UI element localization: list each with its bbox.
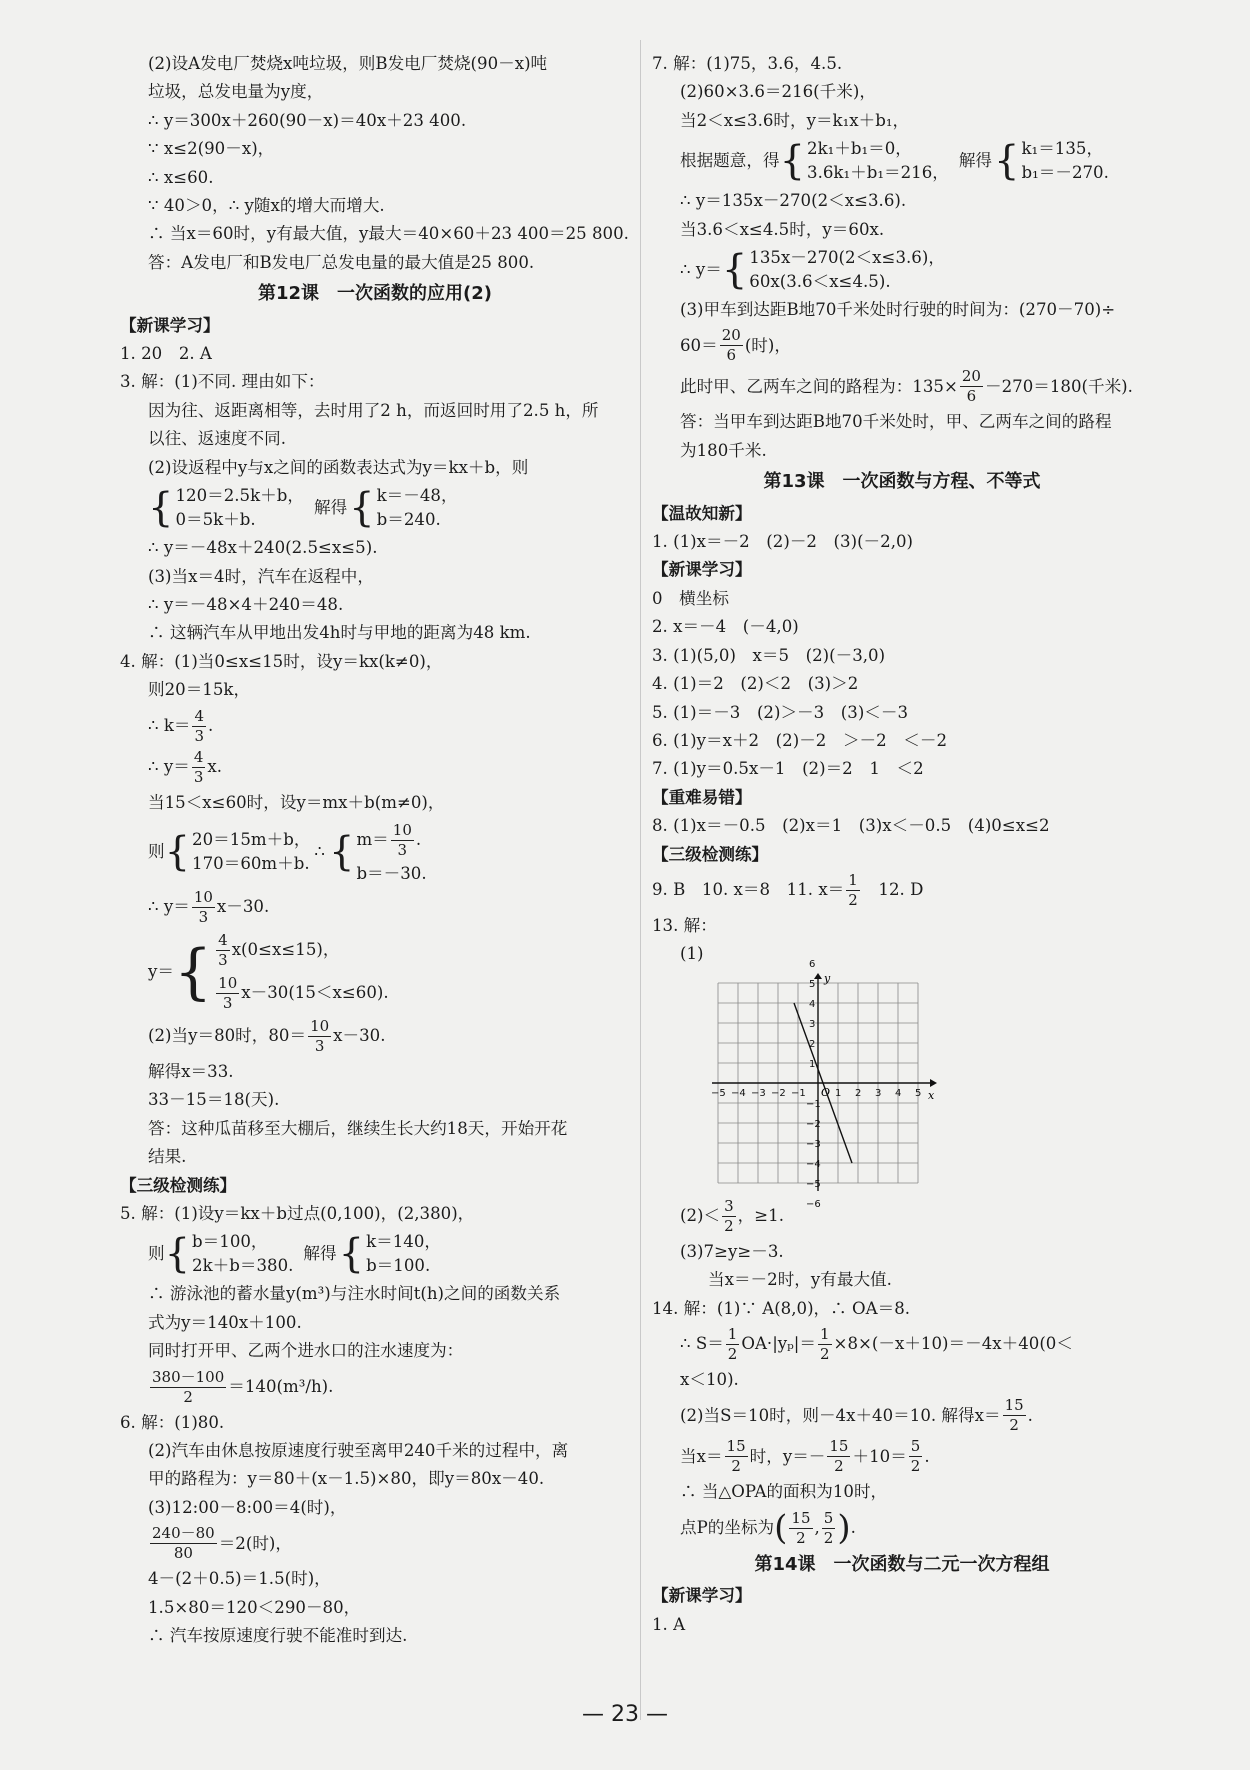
fraction: $\frac{240-80}{80}$ bbox=[152, 1524, 215, 1563]
formula-line bbox=[652, 1197, 1152, 1236]
formula-text: 当x＝ bbox=[680, 1446, 723, 1466]
formula-text: 9. B 10. x＝8 11. x＝ bbox=[652, 880, 845, 900]
text-line: 解得x＝33. bbox=[148, 1061, 234, 1081]
text-line: 当3.6＜x≤4.5时，y＝60x. bbox=[680, 219, 885, 239]
formula-text: ∴ y＝ bbox=[148, 897, 190, 917]
fraction: $\frac{10}{3}$ bbox=[310, 1016, 330, 1055]
right-column bbox=[652, 50, 1152, 1639]
fraction: $\frac{1}{2}$ bbox=[848, 870, 858, 909]
text-line: 因为往、返距离相等，去时用了2 h，而返回时用了2.5 h，所 bbox=[148, 400, 599, 420]
formula-text: y＝ bbox=[148, 961, 174, 981]
x-axis-label: x bbox=[928, 1088, 935, 1102]
y-tick-label: 6 bbox=[809, 958, 816, 970]
solve-label: 解得 bbox=[313, 497, 348, 517]
formula-text: 则 bbox=[148, 842, 165, 862]
formula-text: (2)当y＝80时，80＝ bbox=[148, 1026, 307, 1046]
formula-text: , bbox=[814, 1518, 820, 1538]
equation-system: 则 { 20＝15m＋b， 170＝60m＋b. ∴ { m＝ $\frac{10}{3}$ . b＝－30. bbox=[120, 819, 630, 886]
formula-line bbox=[120, 1368, 630, 1407]
left-column bbox=[120, 50, 630, 1650]
fraction: $\frac{1}{2}$ bbox=[820, 1324, 830, 1363]
text-line: ∴ 这辆汽车从甲地出发4h时与甲地的距离为48 km. bbox=[148, 623, 531, 643]
lesson-14-title: 第14课 一次函数与二元一次方程组 bbox=[754, 1553, 1050, 1575]
formula-line bbox=[652, 367, 1152, 406]
formula-text: 12. D bbox=[861, 880, 924, 900]
eq-row: 170＝60m＋b. bbox=[192, 854, 310, 874]
eq-row: $\frac{10}{3}$ x－30(15＜x≤60). bbox=[218, 973, 389, 1012]
formula-text: 根据题意，得 bbox=[680, 151, 780, 171]
text-line: ∴ x≤60. bbox=[148, 167, 214, 187]
text-line: ∴ 汽车按原速度行驶不能准时到达. bbox=[148, 1626, 408, 1646]
formula-line bbox=[652, 1437, 1152, 1476]
fraction: $\frac{15}{2}$ bbox=[791, 1508, 811, 1547]
formula-line bbox=[652, 1396, 1152, 1435]
text-line: x＜10). bbox=[680, 1369, 739, 1389]
text-line: (3)当x＝4时，汽车在返程中， bbox=[148, 566, 374, 586]
piecewise-function: ∴ y＝ { 135x－270(2＜x≤3.6)， 60x(3.6＜x≤4.5). bbox=[680, 247, 945, 294]
formula-text: OA·|yₚ|＝ bbox=[741, 1334, 816, 1354]
fraction: $\frac{10}{3}$ bbox=[193, 887, 213, 926]
formula-line bbox=[120, 888, 630, 927]
text-line: (2)汽车由休息按原速度行驶至离甲240千米的过程中，离 bbox=[148, 1441, 569, 1460]
fraction: $\frac{4}{3}$ bbox=[194, 706, 205, 745]
y-tick-label: 5 bbox=[809, 978, 816, 990]
text-line: ∴ 游泳池的蓄水量y(m³)与注水时间t(h)之间的函数关系 bbox=[148, 1284, 561, 1304]
question-6: 6. 解：(1)80. bbox=[120, 1412, 225, 1432]
answer-line: 3. (1)(5,0) x＝5 (2)(－3,0) bbox=[652, 645, 886, 665]
text-line: ∴ y＝－48×4＋240＝48. bbox=[148, 594, 344, 614]
formula-text: ∴ S＝ bbox=[680, 1334, 724, 1354]
fraction: $\frac{1}{2}$ bbox=[727, 1324, 738, 1363]
question-5: 5. 解：(1)设y＝kx＋b过点(0,100)，(2,380)， bbox=[120, 1203, 475, 1223]
formula-text: ∴ y＝ bbox=[148, 756, 190, 776]
y-tick-label: −2 bbox=[806, 1118, 821, 1130]
formula-text: 点P的坐标为 bbox=[680, 1518, 775, 1538]
formula-text: (2)当S＝10时，则－4x＋40＝10. 解得x＝ bbox=[680, 1405, 1001, 1425]
formula-text: ×8×(－x＋10)＝－4x＋40(0＜ bbox=[833, 1334, 1073, 1354]
formula-line bbox=[120, 748, 630, 787]
y-axis-label: y bbox=[824, 971, 831, 985]
text-line: (1) bbox=[680, 944, 704, 964]
origin-label: O bbox=[821, 1085, 831, 1099]
x-tick-label: −5 bbox=[711, 1087, 726, 1099]
x-tick-label: 2 bbox=[855, 1087, 862, 1099]
text-line: 同时打开甲、乙两个进水口的注水速度为： bbox=[148, 1341, 464, 1361]
formula-text: 60＝ bbox=[680, 335, 718, 355]
eq-row: b＝100. bbox=[366, 1256, 431, 1276]
answer-line: 2. x＝－4 (－4,0) bbox=[652, 617, 799, 637]
solve-label: 解得 bbox=[303, 1244, 337, 1264]
section-heading: 【温故知新】 bbox=[652, 503, 752, 523]
equation-system: 根据题意，得 { 2k₁＋b₁＝0， 3.6k₁＋b₁＝216， 解得 { k₁＝135， b₁＝－270. bbox=[680, 138, 1109, 185]
x-tick-label: −4 bbox=[731, 1087, 746, 1099]
eq-row: $\frac{4}{3}$ x(0≤x≤15)， bbox=[218, 930, 340, 969]
y-tick-label: 4 bbox=[809, 998, 816, 1010]
section-heading: 【新课学习】 bbox=[652, 560, 752, 580]
formula-text: (2)＜ bbox=[680, 1206, 721, 1226]
question-4: 4. 解：(1)当0≤x≤15时，设y＝kx(k≠0)， bbox=[120, 651, 443, 671]
formula-line bbox=[652, 1509, 1152, 1548]
answer-line: 1. 20 2. A bbox=[120, 344, 212, 364]
formula-text: x－30. bbox=[216, 897, 270, 917]
eq-row: m＝ $\frac{10}{3}$ . bbox=[356, 820, 422, 859]
answer-line: 1. (1)x＝－2 (2)－2 (3)(－2,0) bbox=[652, 532, 913, 552]
formula-text: ，≥1. bbox=[737, 1206, 784, 1226]
eq-row: 3.6k₁＋b₁＝216， bbox=[807, 163, 949, 183]
piecewise-function: y＝ { $\frac{4}{3}$ x(0≤x≤15)， $\frac{10}{3}$ x－30(15＜x≤60). bbox=[148, 930, 389, 1012]
question-7: 7. 解：(1)75，3.6，4.5. bbox=[652, 54, 843, 73]
text-line: ∴ 当△OPA的面积为10时， bbox=[680, 1482, 888, 1502]
answer-line: 8. (1)x＝－0.5 (2)x＝1 (3)x＜－0.5 (4)0≤x≤2 bbox=[652, 816, 1050, 836]
x-tick-label: 5 bbox=[915, 1087, 922, 1099]
fraction: $\frac{20}{6}$ bbox=[721, 326, 741, 365]
formula-text: . bbox=[924, 1446, 930, 1466]
eq-row: 0＝5k＋b. bbox=[175, 510, 256, 530]
solve-label: 解得 bbox=[958, 151, 993, 171]
eq-row: k＝－48， bbox=[376, 486, 458, 506]
section-heading: 【新课学习】 bbox=[652, 1586, 752, 1606]
eq-row: b＝－30. bbox=[356, 863, 427, 883]
formula-text: 时，y＝－ bbox=[749, 1446, 826, 1466]
text-line: 答：A发电厂和B发电厂总发电量的最大值是25 800. bbox=[148, 252, 535, 272]
text-line: 4－(2＋0.5)＝1.5(时)， bbox=[148, 1569, 331, 1589]
x-tick-label: 4 bbox=[895, 1087, 902, 1099]
eq-row: 120＝2.5k＋b， bbox=[175, 486, 304, 506]
formula-text: ＋10＝ bbox=[852, 1446, 907, 1466]
answer-line: 6. (1)y＝x＋2 (2)－2 ＞－2 ＜－2 bbox=[652, 730, 948, 750]
y-tick-label: −6 bbox=[806, 1198, 821, 1210]
question-14: 14. 解：(1)∵ A(8,0)，∴ OA＝8. bbox=[652, 1298, 911, 1318]
text-line: ∴ y＝－48x＋240(2.5≤x≤5). bbox=[148, 538, 378, 558]
formula-text: ＝2(时)， bbox=[218, 1533, 293, 1553]
section-heading: 【重难易错】 bbox=[652, 787, 752, 807]
lesson-13-title: 第13课 一次函数与方程、不等式 bbox=[763, 471, 1041, 493]
formula-text: . bbox=[208, 715, 214, 735]
coordinate-graph bbox=[708, 958, 938, 1210]
page-number: — 23 — bbox=[582, 1702, 668, 1727]
eq-row: k＝140， bbox=[366, 1232, 441, 1252]
y-tick-label: −5 bbox=[806, 1178, 821, 1190]
formula-text: (时)， bbox=[744, 335, 791, 355]
formula-text: ＝140(m³/h). bbox=[228, 1376, 334, 1396]
text-line: 当15＜x≤60时，设y＝mx＋b(m≠0)， bbox=[148, 792, 445, 812]
formula-line bbox=[120, 1017, 630, 1056]
formula-text: 此时甲、乙两车之间的路程为：135× bbox=[680, 376, 958, 396]
x-tick-label: 3 bbox=[875, 1087, 882, 1099]
formula-text: . bbox=[1027, 1405, 1033, 1425]
formula-text: x. bbox=[207, 756, 222, 776]
eq-row: 135x－270(2＜x≤3.6)， bbox=[749, 248, 945, 268]
text-line: ∵ 40＞0，∴ y随x的增大而增大. bbox=[148, 196, 385, 216]
answer-line: 0 横坐标 bbox=[652, 588, 729, 608]
text-line: 当2＜x≤3.6时，y＝k₁x＋b₁， bbox=[680, 110, 910, 130]
text-line: 式为y＝140x＋100. bbox=[148, 1312, 302, 1332]
text-line: ∴ y＝135x－270(2＜x≤3.6). bbox=[680, 191, 907, 211]
question-13: 13. 解： bbox=[652, 915, 717, 935]
formula-line bbox=[120, 707, 630, 746]
text-line: (3)7≥y≥－3. bbox=[680, 1241, 784, 1261]
formula-text: ∴ bbox=[314, 842, 325, 862]
y-tick-label: 3 bbox=[809, 1018, 816, 1030]
text-line: 答：这种瓜苗移至大棚后，继续生长大约18天，开始开花 bbox=[148, 1118, 568, 1138]
text-line: 当x＝－2时，y有最大值. bbox=[708, 1270, 892, 1290]
text-line: 33－15＝18(天). bbox=[148, 1090, 280, 1110]
text-line: (2)设返程中y与x之间的函数表达式为y＝kx＋b，则 bbox=[148, 457, 529, 477]
text-line: 结果. bbox=[148, 1147, 187, 1167]
fraction: $\frac{5}{2}$ bbox=[823, 1508, 834, 1547]
fraction: $\frac{15}{2}$ bbox=[1004, 1396, 1024, 1435]
section-heading: 【三级检测练】 bbox=[120, 1175, 237, 1195]
eq-row: k₁＝135， bbox=[1021, 139, 1104, 159]
text-line: ∴ y＝300x＋260(90－x)＝40x＋23 400. bbox=[148, 110, 467, 130]
formula-text: ∴ y＝ bbox=[680, 259, 722, 279]
answer-line: 4. (1)＝2 (2)＜2 (3)＞2 bbox=[652, 674, 859, 694]
eq-row: b₁＝－270. bbox=[1021, 163, 1109, 183]
formula-text: . bbox=[850, 1518, 856, 1538]
text-line: 答：当甲车到达距B地70千米处时，甲、乙两车之间的路程 bbox=[680, 412, 1112, 432]
eq-row: 60x(3.6＜x≤4.5). bbox=[749, 272, 891, 292]
fraction: $\frac{20}{6}$ bbox=[961, 367, 981, 406]
formula-line bbox=[652, 326, 1152, 365]
y-tick-label: −3 bbox=[806, 1138, 821, 1150]
formula-text: ( bbox=[774, 1508, 788, 1549]
text-line: (2)设A发电厂焚烧x吨垃圾，则B发电厂焚烧(90－x)吨 bbox=[148, 54, 548, 73]
y-tick-label: −1 bbox=[806, 1098, 821, 1110]
text-line: 为180千米. bbox=[680, 440, 767, 460]
text-line: (3)甲车到达距B地70千米处时行驶的时间为：(270－70)÷ bbox=[680, 300, 1116, 320]
fraction: $\frac{15}{2}$ bbox=[829, 1437, 849, 1476]
formula-text: －270＝180(千米). bbox=[984, 376, 1133, 396]
text-line: ∵ x≤2(90－x)， bbox=[148, 139, 275, 159]
text-line: 则20＝15k， bbox=[148, 680, 251, 700]
answer-line: 7. (1)y＝0.5x－1 (2)＝2 1 ＜2 bbox=[652, 759, 924, 779]
fraction: $\frac{4}{3}$ bbox=[193, 747, 204, 786]
y-tick-label: 2 bbox=[809, 1038, 816, 1050]
fraction: $\frac{380-100}{2}$ bbox=[152, 1367, 225, 1406]
eq-row: 2k₁＋b₁＝0， bbox=[807, 139, 912, 159]
formula-text: 则 bbox=[148, 1244, 165, 1264]
text-line: ∴ 当x＝60时，y有最大值，y最大＝40×60＋23 400＝25 800. bbox=[148, 224, 629, 244]
text-line: 垃圾，总发电量为y度， bbox=[148, 82, 324, 102]
x-tick-label: −3 bbox=[751, 1087, 766, 1099]
eq-row: 2k＋b＝380. bbox=[192, 1256, 294, 1276]
equation-system: 则 { b＝100， 2k＋b＝380. 解得 { k＝140， b＝100. bbox=[148, 1231, 441, 1278]
equation-system: { 120＝2.5k＋b， 0＝5k＋b. 解得 { k＝－48， b＝240. bbox=[148, 485, 458, 532]
x-axis-arrow bbox=[930, 1079, 937, 1087]
lesson-12-title: 第12课 一次函数的应用(2) bbox=[257, 283, 493, 305]
y-tick-label: 1 bbox=[809, 1058, 816, 1070]
text-line: 以往、返速度不同. bbox=[148, 429, 287, 449]
answer-line: 1. A bbox=[652, 1614, 686, 1634]
eq-row: b＝100， bbox=[192, 1232, 268, 1252]
answer-line bbox=[652, 871, 1152, 910]
text-line: 甲的路程为：y＝80＋(x－1.5)×80，即y＝80x－40. bbox=[148, 1469, 545, 1489]
formula-line bbox=[120, 1524, 630, 1563]
section-heading: 【新课学习】 bbox=[120, 315, 220, 335]
fraction: $\frac{15}{2}$ bbox=[726, 1437, 746, 1476]
fraction: $\frac{5}{2}$ bbox=[910, 1437, 921, 1476]
column-divider bbox=[640, 40, 641, 1720]
x-tick-label: −2 bbox=[771, 1087, 786, 1099]
x-tick-label: −1 bbox=[791, 1087, 806, 1099]
x-tick-label: 1 bbox=[835, 1087, 842, 1099]
section-heading: 【三级检测练】 bbox=[652, 844, 769, 864]
eq-row: b＝240. bbox=[376, 510, 441, 530]
eq-row: 20＝15m＋b， bbox=[192, 830, 311, 850]
formula-text: x－30. bbox=[333, 1026, 386, 1046]
formula-text: ∴ k＝ bbox=[148, 715, 191, 735]
answer-line: 5. (1)＝－3 (2)＞－3 (3)＜－3 bbox=[652, 702, 909, 722]
question-3: 3. 解：(1)不同. 理由如下： bbox=[120, 372, 325, 392]
y-tick-label: −4 bbox=[806, 1158, 821, 1170]
formula-line bbox=[652, 1325, 1152, 1364]
text-line: (3)12:00－8:00＝4(时)， bbox=[148, 1497, 347, 1517]
text-line: (2)60×3.6＝216(千米)， bbox=[680, 82, 876, 102]
fraction: $\frac{3}{2}$ bbox=[724, 1196, 734, 1235]
text-line: 1.5×80＝120＜290－80， bbox=[148, 1597, 361, 1617]
formula-text: ) bbox=[837, 1508, 851, 1549]
